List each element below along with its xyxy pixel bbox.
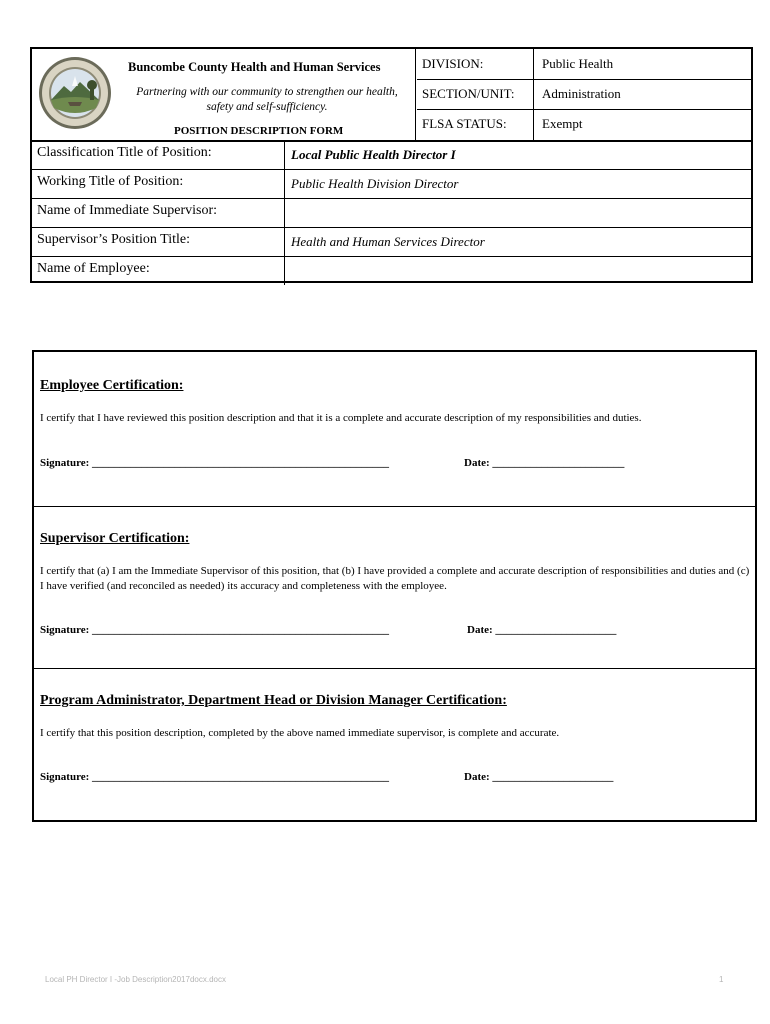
organization-tagline: Partnering with our community to strengthen our health, safety and self-sufficiency. <box>136 86 398 113</box>
supervisor-position-title-row <box>32 227 751 257</box>
classification-title-row <box>32 140 751 170</box>
cell-divider <box>284 169 285 198</box>
cell-divider <box>284 227 285 256</box>
certification-box <box>32 350 757 822</box>
supervisor-signature-line[interactable]: Signature: ______________________________________________________ <box>40 624 390 636</box>
cell-divider <box>284 140 285 169</box>
working-title-label: Working Title of Position: <box>37 174 184 189</box>
employee-certification-text: I certify that I have reviewed this position description and that it is a complete and accurate description of my responsibilities and duties. <box>40 412 642 424</box>
supervisor-certification-heading: Supervisor Certification: <box>40 531 190 546</box>
flsa-status-row <box>417 109 751 140</box>
working-title-value: Public Health Division Director <box>291 176 459 191</box>
cell-divider <box>533 49 534 79</box>
division-value: Public Health <box>542 56 614 71</box>
supervisor-position-title-value: Health and Human Services Director <box>291 234 485 249</box>
administrator-signature-line[interactable]: Signature: ______________________________________________________ <box>40 771 390 783</box>
employee-certification-heading: Employee Certification: <box>40 378 184 393</box>
flsa-status-value: Exempt <box>542 116 583 131</box>
cell-divider <box>284 256 285 285</box>
organization-cell <box>32 49 416 140</box>
cell-divider <box>533 79 534 109</box>
organization-name: Buncombe County Health and Human Services <box>128 60 381 74</box>
section-unit-value: Administration <box>542 86 621 101</box>
supervisor-position-title-label: Supervisor’s Position Title: <box>37 232 191 247</box>
supervisor-date-line[interactable]: Date: ______________________ <box>467 624 617 636</box>
administrator-certification-section <box>34 669 755 820</box>
classification-title-label: Classification Title of Position: <box>37 145 212 160</box>
administrator-certification-heading: Program Administrator, Department Head or Division Manager Certification: <box>40 693 507 708</box>
administrator-certification-text: I certify that this position description, completed by the above named immediate supervisor, is complete and accurate. <box>40 727 560 739</box>
supervisor-certification-text: I certify that (a) I am the Immediate Supervisor of this position, that (b) I have provided a complete and accurate description of responsibilities and duties and (c) I have verified (and reconciled as needed) its accuracy and completeness with the employee. <box>40 565 750 592</box>
division-label: DIVISION: <box>422 56 484 71</box>
administrator-date-line[interactable]: Date: ______________________ <box>464 771 614 783</box>
immediate-supervisor-label: Name of Immediate Supervisor: <box>37 203 218 218</box>
division-row <box>417 49 751 80</box>
working-title-row <box>32 169 751 199</box>
employee-name-label: Name of Employee: <box>37 261 150 276</box>
county-seal-logo <box>38 56 112 130</box>
employee-signature-line[interactable]: Signature: ______________________________________________________ <box>40 457 390 469</box>
flsa-status-label: FLSA STATUS: <box>422 116 507 131</box>
section-unit-label: SECTION/UNIT: <box>422 86 515 101</box>
cell-divider <box>284 198 285 227</box>
employee-name-row <box>32 256 751 285</box>
footer-filename: Local PH Director I -Job Description2017docx.docx <box>45 975 226 984</box>
footer-page-number: 1 <box>719 975 724 984</box>
classification-title-value: Local Public Health Director I <box>291 147 456 162</box>
employee-date-line[interactable]: Date: ________________________ <box>464 457 625 469</box>
meta-cells <box>417 49 751 140</box>
supervisor-certification-section <box>34 507 755 668</box>
employee-certification-section <box>34 352 755 506</box>
form-title: POSITION DESCRIPTION FORM <box>174 125 344 137</box>
header-top-row <box>32 49 751 142</box>
cell-divider <box>533 109 534 140</box>
section-unit-row <box>417 79 751 110</box>
immediate-supervisor-row <box>32 198 751 228</box>
position-header-table <box>30 47 753 283</box>
